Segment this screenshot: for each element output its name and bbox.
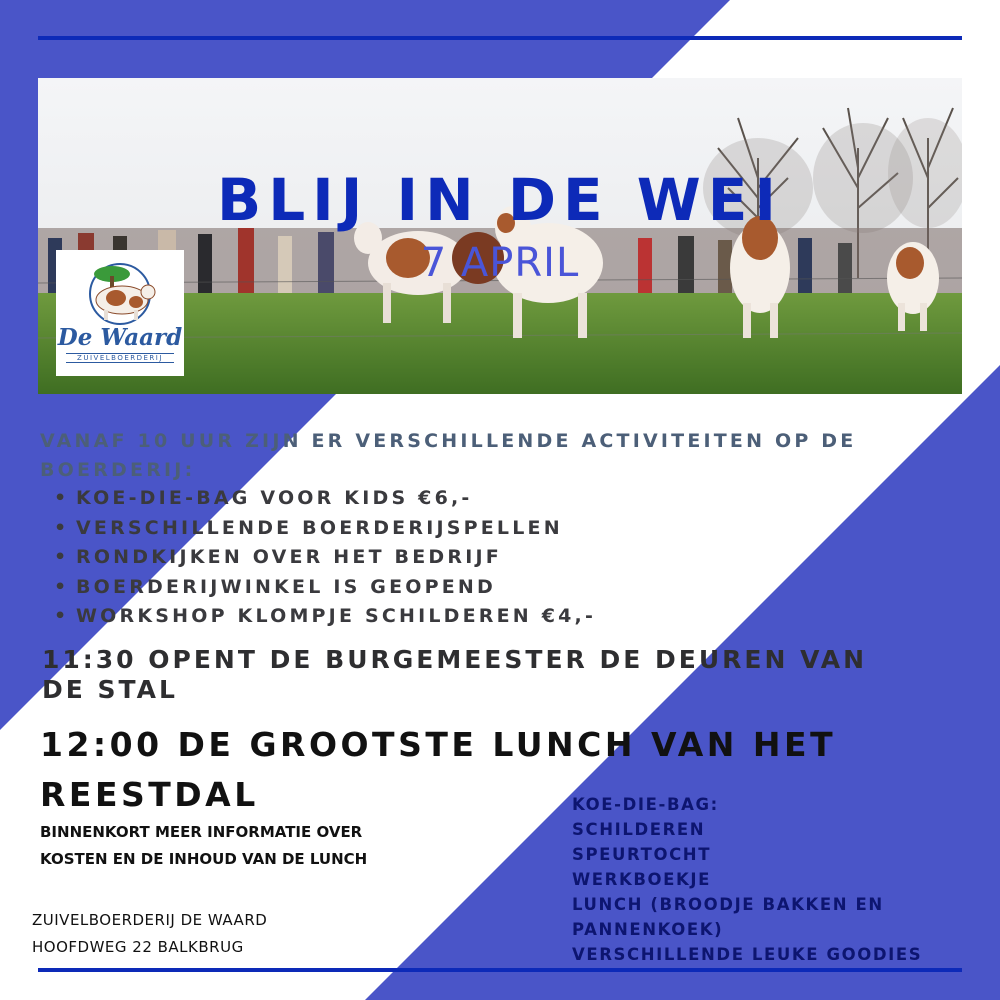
- list-item: LUNCH (BROODJE BAKKEN EN: [572, 895, 884, 914]
- hero-photo: [38, 78, 962, 394]
- program-intro: VANAF 10 UUR ZIJN ER VERSCHILLENDE ACTIVITEITEN OP DE BOERDERIJ:: [40, 430, 857, 481]
- farm-logo: [56, 250, 184, 376]
- bullet-icon: •: [54, 487, 70, 509]
- list-item: [54, 484, 596, 514]
- activity-list: [54, 484, 596, 632]
- list-item: [54, 543, 596, 573]
- lunch-info-line: BINNENKORT MEER INFORMATIE OVER: [40, 823, 363, 841]
- activity-label: WORKSHOP KLOMPJE SCHILDEREN €4,-: [76, 605, 597, 627]
- opening-text: 11:30 OPENT DE BURGEMEESTER DE DEUREN VAN DE STAL: [42, 645, 868, 704]
- bullet-icon: •: [54, 605, 70, 627]
- logo-subtitle: ZUIVELBOERDERIJ: [66, 353, 174, 363]
- bullet-icon: •: [54, 546, 70, 568]
- list-item: VERSCHILLENDE LEUKE GOODIES: [572, 945, 923, 964]
- top-rule: [38, 36, 962, 40]
- event-title: BLIJ IN DE WEI: [217, 166, 783, 234]
- bullet-icon: •: [54, 575, 70, 598]
- list-item: PANNENKOEK): [572, 920, 724, 939]
- list-item: [54, 573, 596, 603]
- bag-heading: KOE-DIE-BAG:: [572, 795, 719, 814]
- lunch-info: [40, 819, 460, 873]
- bag-contents: [572, 792, 922, 967]
- cow-logo-icon: [56, 250, 184, 328]
- list-item: [54, 602, 596, 632]
- list-item: [54, 514, 596, 544]
- address-line: ZUIVELBOERDERIJ DE WAARD: [32, 911, 268, 929]
- list-item: SPEURTOCHT: [572, 845, 712, 864]
- activity-label: BOERDERIJWINKEL IS GEOPEND: [76, 575, 496, 598]
- bottom-rule: [38, 968, 962, 972]
- logo-name: De Waard: [57, 324, 183, 351]
- address-block: [32, 907, 267, 961]
- list-item: WERKBOEKJE: [572, 870, 712, 889]
- activity-label: VERSCHILLENDE BOERDERIJSPELLEN: [76, 516, 563, 539]
- activity-label: KOE-DIE-BAG VOOR KIDS €6,-: [76, 487, 473, 509]
- bullet-icon: •: [54, 516, 70, 539]
- list-item: SCHILDEREN: [572, 820, 706, 839]
- lunch-info-line: KOSTEN EN DE INHOUD VAN DE LUNCH: [40, 850, 368, 868]
- address-line: HOOFDWEG 22 BALKBRUG: [32, 938, 244, 956]
- lunch-heading: 12:00 DE GROOTSTE LUNCH VAN HET REESTDAL: [40, 725, 837, 814]
- activity-label: RONDKIJKEN OVER HET BEDRIJF: [76, 546, 502, 568]
- event-date: 7 APRIL: [420, 240, 580, 286]
